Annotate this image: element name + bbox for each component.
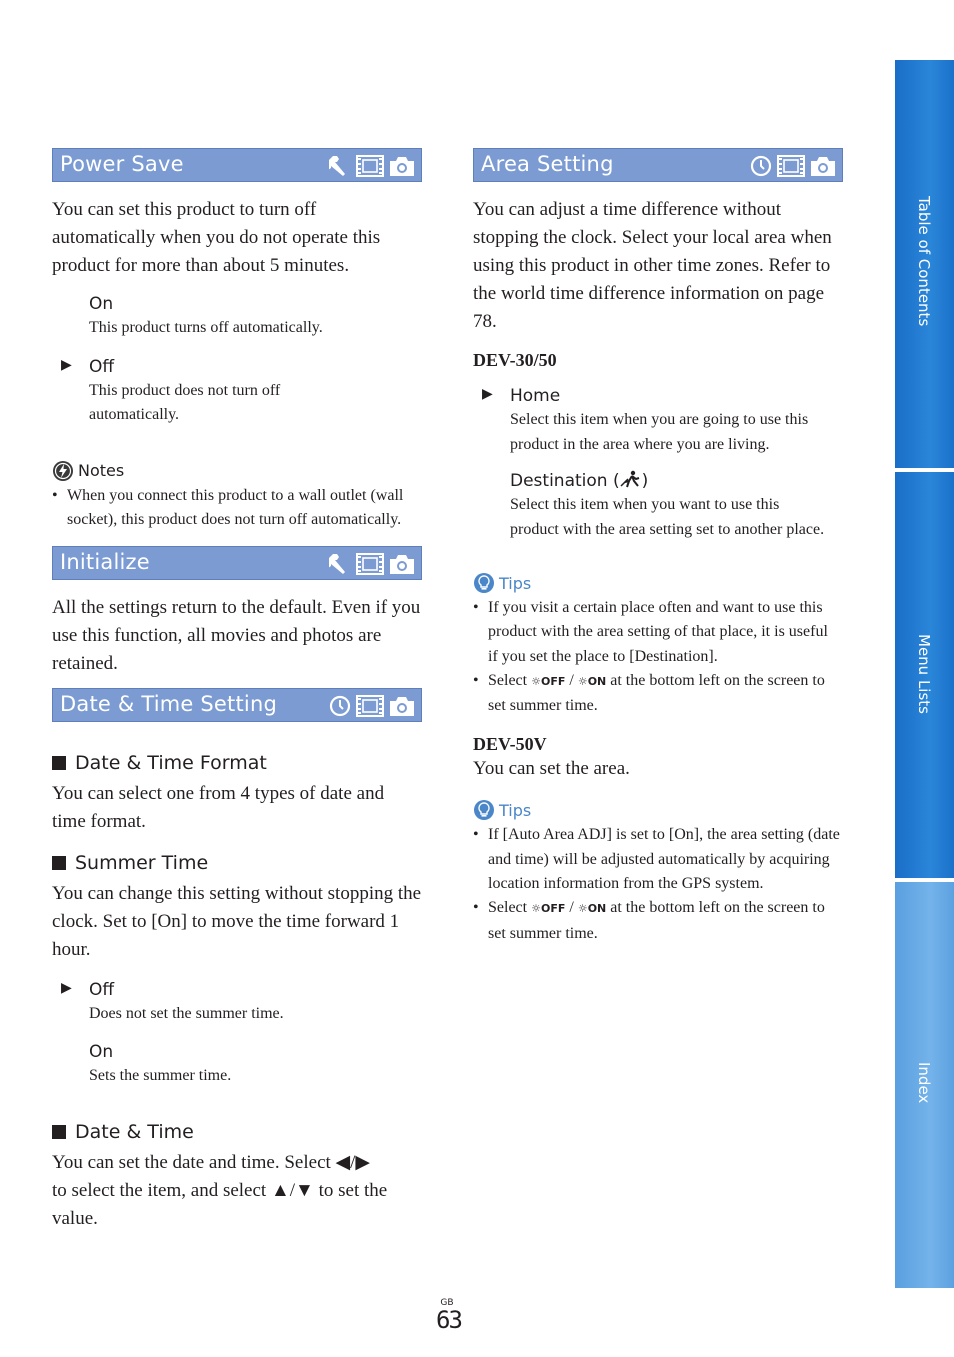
date-time-body: You can set the date and time. Select ◀/▶ to select the item, and select ▲/▼ to set the value. [52, 1152, 388, 1230]
tab-label: Menu Lists [915, 634, 933, 714]
tips-label: Tips [499, 800, 532, 820]
option-name: Off [89, 980, 115, 1001]
wrench-icon [329, 155, 351, 177]
area-setting-body: You can adjust a time difference without stopping the clock. Select your local area when using this product in other time zones. Refer to the world time difference information on page 78. [473, 199, 832, 332]
summer-heading: Summer Time [52, 852, 422, 874]
option-name: On [89, 294, 114, 314]
list-item: • If [Auto Area ADJ] is set to [On], the area setting (date and time) will be adjusted automatically by acquiring location information from the GPS system. [473, 823, 843, 896]
date-time-header [52, 688, 422, 722]
option-desc: Select this item when you want to use this product with the area setting set to another place. [510, 496, 825, 538]
option-off [52, 978, 422, 1027]
option-off [52, 355, 422, 428]
notes-heading [52, 460, 422, 482]
option-on [52, 1040, 422, 1089]
default-marker-icon: ▶ [482, 386, 493, 402]
summer-body: You can change this setting without stopping the clock. Set to [On] to move the time forward 1 hour. [52, 883, 422, 961]
option-home [473, 384, 843, 457]
tab-label: Table of Contents [915, 196, 933, 327]
clock-icon [329, 695, 351, 717]
power-save-title: Power Save [60, 152, 184, 176]
clock-icon [750, 155, 772, 177]
tips-heading [473, 799, 843, 821]
power-save-body: You can set this product to turn off automatically when you do not operate this product for more than about 5 minutes. [52, 199, 381, 276]
movie-icon [356, 553, 384, 575]
area-setting-title: Area Setting [481, 152, 614, 176]
left-column [52, 148, 422, 1233]
lightbulb-icon [473, 572, 495, 594]
tab-table-of-contents[interactable] [895, 60, 954, 468]
option-on [52, 292, 422, 341]
summer-on-icon: ☼ON [577, 902, 607, 916]
tab-menu-lists[interactable] [895, 472, 954, 878]
option-desc: This product does not turn off automatically. [89, 381, 281, 423]
notes-list [52, 484, 422, 533]
summer-off-icon: ☼OFF [531, 902, 566, 916]
mode-icons [750, 154, 836, 178]
square-bullet-icon [52, 756, 66, 770]
format-heading: Date & Time Format [52, 752, 422, 774]
notes-icon [52, 460, 74, 482]
list-item: • When you connect this product to a wall outlet (wall socket), this product does not turn off automatically. [52, 484, 422, 533]
summer-on-icon: ☼ON [577, 674, 607, 688]
power-save-header [52, 148, 422, 182]
option-desc: Sets the summer time. [89, 1066, 232, 1084]
initialize-title: Initialize [60, 550, 150, 575]
option-name: Destination ( ) [510, 471, 649, 491]
tips-heading [473, 572, 843, 594]
option-desc: This product turns off automatically. [89, 319, 323, 336]
option-desc: Select this item when you are going to use this product in the area where you are living. [510, 411, 809, 453]
tips-label: Tips [499, 573, 532, 593]
movie-icon [356, 155, 384, 177]
summer-off-icon: ☼OFF [531, 674, 566, 688]
list-item: • If you visit a certain place often and want to use this product with the area setting of that place, it is useful if you set the place to [Destination]. [473, 596, 833, 669]
option-name: Off [89, 356, 115, 377]
default-marker-icon: ▶ [61, 356, 72, 373]
right-column [473, 148, 843, 946]
tab-index[interactable] [895, 882, 954, 1288]
model-heading: DEV-50V [473, 734, 547, 755]
page-num: 63 [436, 1306, 461, 1334]
format-body: You can select one from 4 types of date and time format. [52, 783, 385, 833]
option-name: On [89, 1041, 114, 1062]
camera-icon [389, 155, 415, 177]
default-marker-icon: ▶ [61, 980, 72, 997]
model-heading: DEV-30/50 [473, 350, 557, 370]
mode-icons [329, 552, 415, 576]
square-bullet-icon [52, 856, 66, 870]
page-region: GB [440, 1298, 454, 1308]
page-number [436, 1298, 461, 1334]
camera-icon [810, 155, 836, 177]
initialize-header [52, 546, 422, 580]
notes-label: Notes [78, 461, 125, 480]
lightbulb-icon [473, 799, 495, 821]
tab-label: Index [915, 1062, 933, 1104]
tips-list [473, 596, 833, 718]
wrench-icon [329, 553, 351, 575]
square-bullet-icon [52, 1125, 66, 1139]
traveler-icon [620, 470, 642, 488]
camera-icon [389, 553, 415, 575]
movie-icon [356, 695, 384, 717]
initialize-body: All the settings return to the default. Even if you use this function, all movies and photos are retained. [52, 597, 421, 675]
model-b-body: You can set the area. [473, 758, 630, 780]
date-time-title: Date & Time Setting [60, 692, 277, 717]
mode-icons [329, 154, 415, 178]
mode-icons [329, 694, 415, 718]
camera-icon [389, 695, 415, 717]
movie-icon [777, 155, 805, 177]
option-name: Home [510, 386, 561, 406]
option-destination [473, 469, 843, 542]
area-setting-header [473, 148, 843, 182]
tips-list [473, 823, 843, 945]
list-item: • Select ☼OFF / ☼ON at the bottom left on the screen to set summer time. [473, 669, 833, 719]
option-desc: Does not set the summer time. [89, 1005, 284, 1023]
date-time-subheading: Date & Time [52, 1121, 422, 1143]
list-item: • Select ☼OFF / ☼ON at the bottom left on the screen to set summer time. [473, 896, 843, 946]
